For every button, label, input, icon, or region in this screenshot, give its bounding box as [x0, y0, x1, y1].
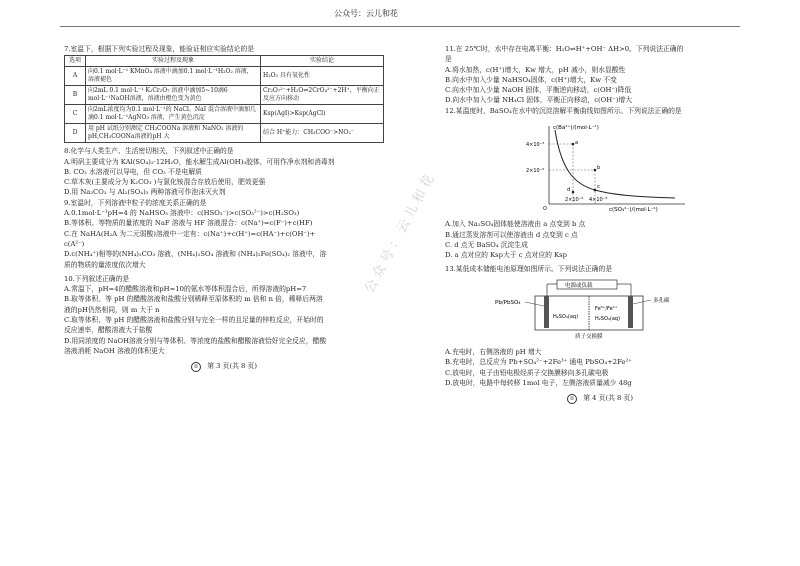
row-process: 用 pH 试纸分别测定 CH₃COONa 溶液和 NaNO₂ 溶液的pH,CH₃COONa溶液的pH 大 — [86, 124, 261, 143]
q8-block — [64, 146, 384, 197]
row-process: 向2mL浓度均为0.1 mol·L⁻¹的 NaCl、NaI 混合溶液中滴加几滴0.1 mol·L⁻¹AgNO₃ 溶液，产生黄色沉淀 — [86, 105, 261, 124]
battery-diagram — [495, 278, 695, 340]
q12-option: C. d 点无 BaSO₄ 沉淀生成 — [445, 240, 528, 249]
membrane-label: 质子交换膜 — [575, 333, 603, 340]
y-tick-label: 4×10⁻⁵ — [526, 142, 545, 149]
header-text: 公众号：云儿和花 — [334, 9, 398, 18]
q11-line: B.向水中加入少量 NaHSO₄固体，c(H⁺)增大，Kw 不变 — [445, 75, 617, 84]
electrode-left-label: Pb/PbSO₄ — [495, 299, 521, 306]
x-tick-label: 4×10⁻⁵ — [589, 197, 608, 204]
q11-line: 是 — [445, 55, 452, 64]
q12-option: A.加入 Na₂SO₄固体能使溶液由 a 点变到 b 点 — [445, 220, 586, 229]
q10-line: 溶液消耗 NaOH 溶液的体积更大 — [64, 346, 165, 355]
q8-line: C.草木灰(主要成分为 K₂CO₃ )与氯化铵混合存放后使用，肥效更强 — [64, 178, 266, 187]
footer-circle: ① — [191, 362, 201, 372]
point-c — [594, 189, 597, 192]
row-process: 向0.1 mol·L⁻¹ KMnO₄ 溶液中滴加0.1 mol·L⁻¹H₂O₂ 溶液，溶液褪色 — [86, 67, 261, 86]
q12-option: B.通过蒸发溶剂可以使溶液由 d 点变到 c 点 — [445, 230, 578, 239]
q9-line: 9.室温时，下列溶液中粒子的浓度关系正确的是 — [64, 198, 207, 207]
right-column — [445, 44, 755, 404]
q8-line: A.明矾主要成分为 KAl(SO₄)₂·12H₂O，能水解生成Al(OH)₃胶体，可用作净水剂和消毒剂 — [64, 157, 335, 166]
q10-line: D.用同浓度的 NaOH溶液分别与等体积、等浓度的盐酸和醋酸溶液恰好完全反应，醋酸 — [64, 336, 327, 345]
y-tick-label: 2×10⁻⁵ — [526, 168, 545, 175]
point-d — [572, 191, 575, 194]
q7-table — [64, 55, 384, 143]
row-process: 向2mL 0.1 mol·L⁻¹ K₂Cr₂O₇ 溶液中滴加5~10滴6 mol·L⁻¹NaOH溶液，溶液由橙色变为黄色 — [86, 86, 261, 105]
q13-title: 13.某低成本储能电池原理如图所示。下列说法正确的是 — [445, 264, 613, 273]
q7-table-header — [65, 56, 384, 67]
q11-line: 11.在 25℃时，水中存在电离平衡：H₂O⇌H⁺+OH⁻ ΔH>0。下列说法正确的 — [445, 45, 684, 53]
left-solution-label: H₂SO₄(aq) — [553, 313, 579, 320]
q10-line: B.取等体积、等 pH 的醋酸溶液和盐酸分别稀释至原体积的 m 倍和 n 倍，稀释后两溶 — [64, 295, 323, 304]
table-row — [65, 67, 384, 86]
pb-electrode — [544, 296, 549, 328]
q13-option: C.放电时，电子由铅电极经质子交换膜移向多孔碳电极 — [445, 368, 609, 377]
q10-line: 10.下列叙述正确的是 — [64, 274, 130, 283]
point-label: b — [597, 165, 601, 172]
q10-line: A.常温下，pH=4的醋酸溶液和pH=10的氨水等体积混合后，所得溶液的pH=7 — [64, 285, 307, 294]
point-label: c — [597, 184, 600, 191]
row-option: C — [65, 105, 86, 124]
watermark-text: 公众号：云儿和花 — [362, 168, 440, 296]
q12-option: D. a 点对应的 Ksp大于 c 点对应的 Ksp — [445, 251, 567, 260]
table-row — [65, 105, 384, 124]
row-option: D — [65, 124, 86, 143]
q10-line: 液的pH仍然相同，则 m 大于 n — [64, 305, 160, 314]
q12-options — [445, 219, 755, 260]
q9-line: c(A²⁻) — [64, 239, 85, 248]
q13-option: B.充电时，总反应为 Pb+SO₄²⁻+2Fe³⁺ 通电 PbSO₄+2Fe²⁺ — [445, 358, 632, 367]
q9-line: A.0.1mol·L⁻¹pH=4 的 NaHSO₃ 溶液中：c(HSO₃⁻)>c(SO₃²⁻)>c(H₂SO₃) — [64, 209, 300, 218]
page-footer-right — [445, 393, 755, 404]
q13-option: A.充电时，右侧溶液的 pH 增大 — [445, 348, 542, 357]
solubility-curve-graph — [525, 120, 695, 212]
q9-block — [64, 198, 384, 270]
col-conclusion: 实验结论 — [261, 56, 384, 67]
point-a — [572, 143, 575, 146]
point-label: d — [567, 187, 571, 194]
col-option: 选项 — [65, 56, 86, 67]
carbon-electrode — [628, 296, 633, 328]
q8-line: 8.化学与人类生产、生活密切相关，下列叙述中正确的是 — [64, 147, 234, 156]
header-divider — [60, 26, 740, 27]
y-axis-label: c(Ba²⁺)/(mol·L⁻¹) — [553, 125, 599, 132]
q11-line: A.将水加热，c(H⁺)增大，Kw 增大，pH 减小，则水显酸性 — [445, 65, 626, 74]
row-conclusion: Ksp(AgI)>Ksp(AgCl) — [261, 105, 384, 124]
q7-title: 7.室温下，根据下列实验过程及现象，能验证相应实验结论的是 — [64, 45, 254, 53]
q13-option: D.放电时，电路中每转移 1mol 电子，左侧溶液质量减少 48g — [445, 379, 632, 388]
q8-line: D.用 Na₂CO₃ 与 Al₂(SO₄)₃ 两种溶液可作泡沫灭火剂 — [64, 188, 226, 197]
page-header — [0, 8, 800, 22]
footer-page-number: 第 3 页(共 8 页) — [207, 362, 257, 371]
q12-figure — [525, 120, 755, 215]
col-process: 实验过程及现象 — [86, 56, 261, 67]
x-tick-label: 2×10⁻⁵ — [565, 197, 584, 204]
footer-circle: ① — [567, 394, 577, 404]
right-ions-label: Fe³⁺/Fe²⁺ — [595, 305, 618, 312]
q9-line: 质的物质的量浓度依次增大 — [64, 260, 146, 269]
footer-page-number: 第 4 页(共 8 页) — [583, 394, 633, 403]
left-column — [64, 44, 384, 372]
right-solution-label: H₂SO₄(aq) — [595, 315, 621, 322]
q10-line: C.取等体积、等 pH 的醋酸溶液和盐酸分别与完全一样的且足量的锌粒反应，开始时的 — [64, 316, 324, 325]
table-row — [65, 86, 384, 105]
row-conclusion: H₂O₂ 具有氧化性 — [261, 67, 384, 86]
row-conclusion: 结合 H⁺能力：CH₃COO⁻>NO₂⁻ — [261, 124, 384, 143]
power-label: 电源或负载 — [565, 282, 593, 289]
point-label: a — [575, 140, 579, 147]
q10-line: 反应速率，醋酸溶液大于盐酸 — [64, 326, 153, 335]
origin-label: O — [543, 206, 547, 213]
table-row — [65, 124, 384, 143]
q11-block — [445, 44, 755, 106]
page-footer-left — [64, 361, 384, 372]
q9-line: D.c(NH₄⁺)相等的(NH₄)₂CO₃ 溶液、(NH₄)₂SO₄ 溶液和 (NH₄)₂Fe(SO₄)₂ 溶液中，溶 — [64, 250, 327, 259]
row-option: A — [65, 67, 86, 86]
row-option: B — [65, 86, 86, 105]
q11-line: D.向水中加入少量 NH₄Cl 固体，平衡正向移动，c(OH⁻)增大 — [445, 96, 632, 105]
x-axis-label: c(SO₄²⁻)/(mol·L⁻¹) — [609, 207, 658, 213]
q12-title: 12.某温度时，BaSO₄在水中的沉淀溶解平衡曲线如图所示。下列说法正确的是 — [445, 106, 682, 115]
electrode-right-label: 多孔碳 — [653, 297, 670, 304]
q9-line: C.在 NaHA(H₂A 为二元弱酸)溶液中一定有：c(Na⁺)+c(H⁺)=c(HA⁻)+c(OH⁻)+ — [64, 229, 316, 238]
q10-block — [64, 274, 384, 356]
q8-line: B. CO₂ 水溶液可以导电，但 CO₂ 不是电解质 — [64, 167, 202, 176]
point-b — [594, 169, 597, 172]
row-conclusion: Cr₂O₇²⁻+H₂O⇌2CrO₄²⁻+2H⁺，平衡向正反应方向移动 — [261, 86, 384, 105]
q13-options — [445, 347, 755, 388]
q13-figure — [495, 278, 755, 343]
q11-line: C.向水中加入少量 NaOH 固体，平衡逆向移动，c(OH⁻)降低 — [445, 86, 632, 95]
q9-line: B.等体积、等物质的量浓度的 NaF 溶液与 HF 溶液混合：c(Na⁺)=c(F⁻)+c(HF) — [64, 219, 313, 228]
